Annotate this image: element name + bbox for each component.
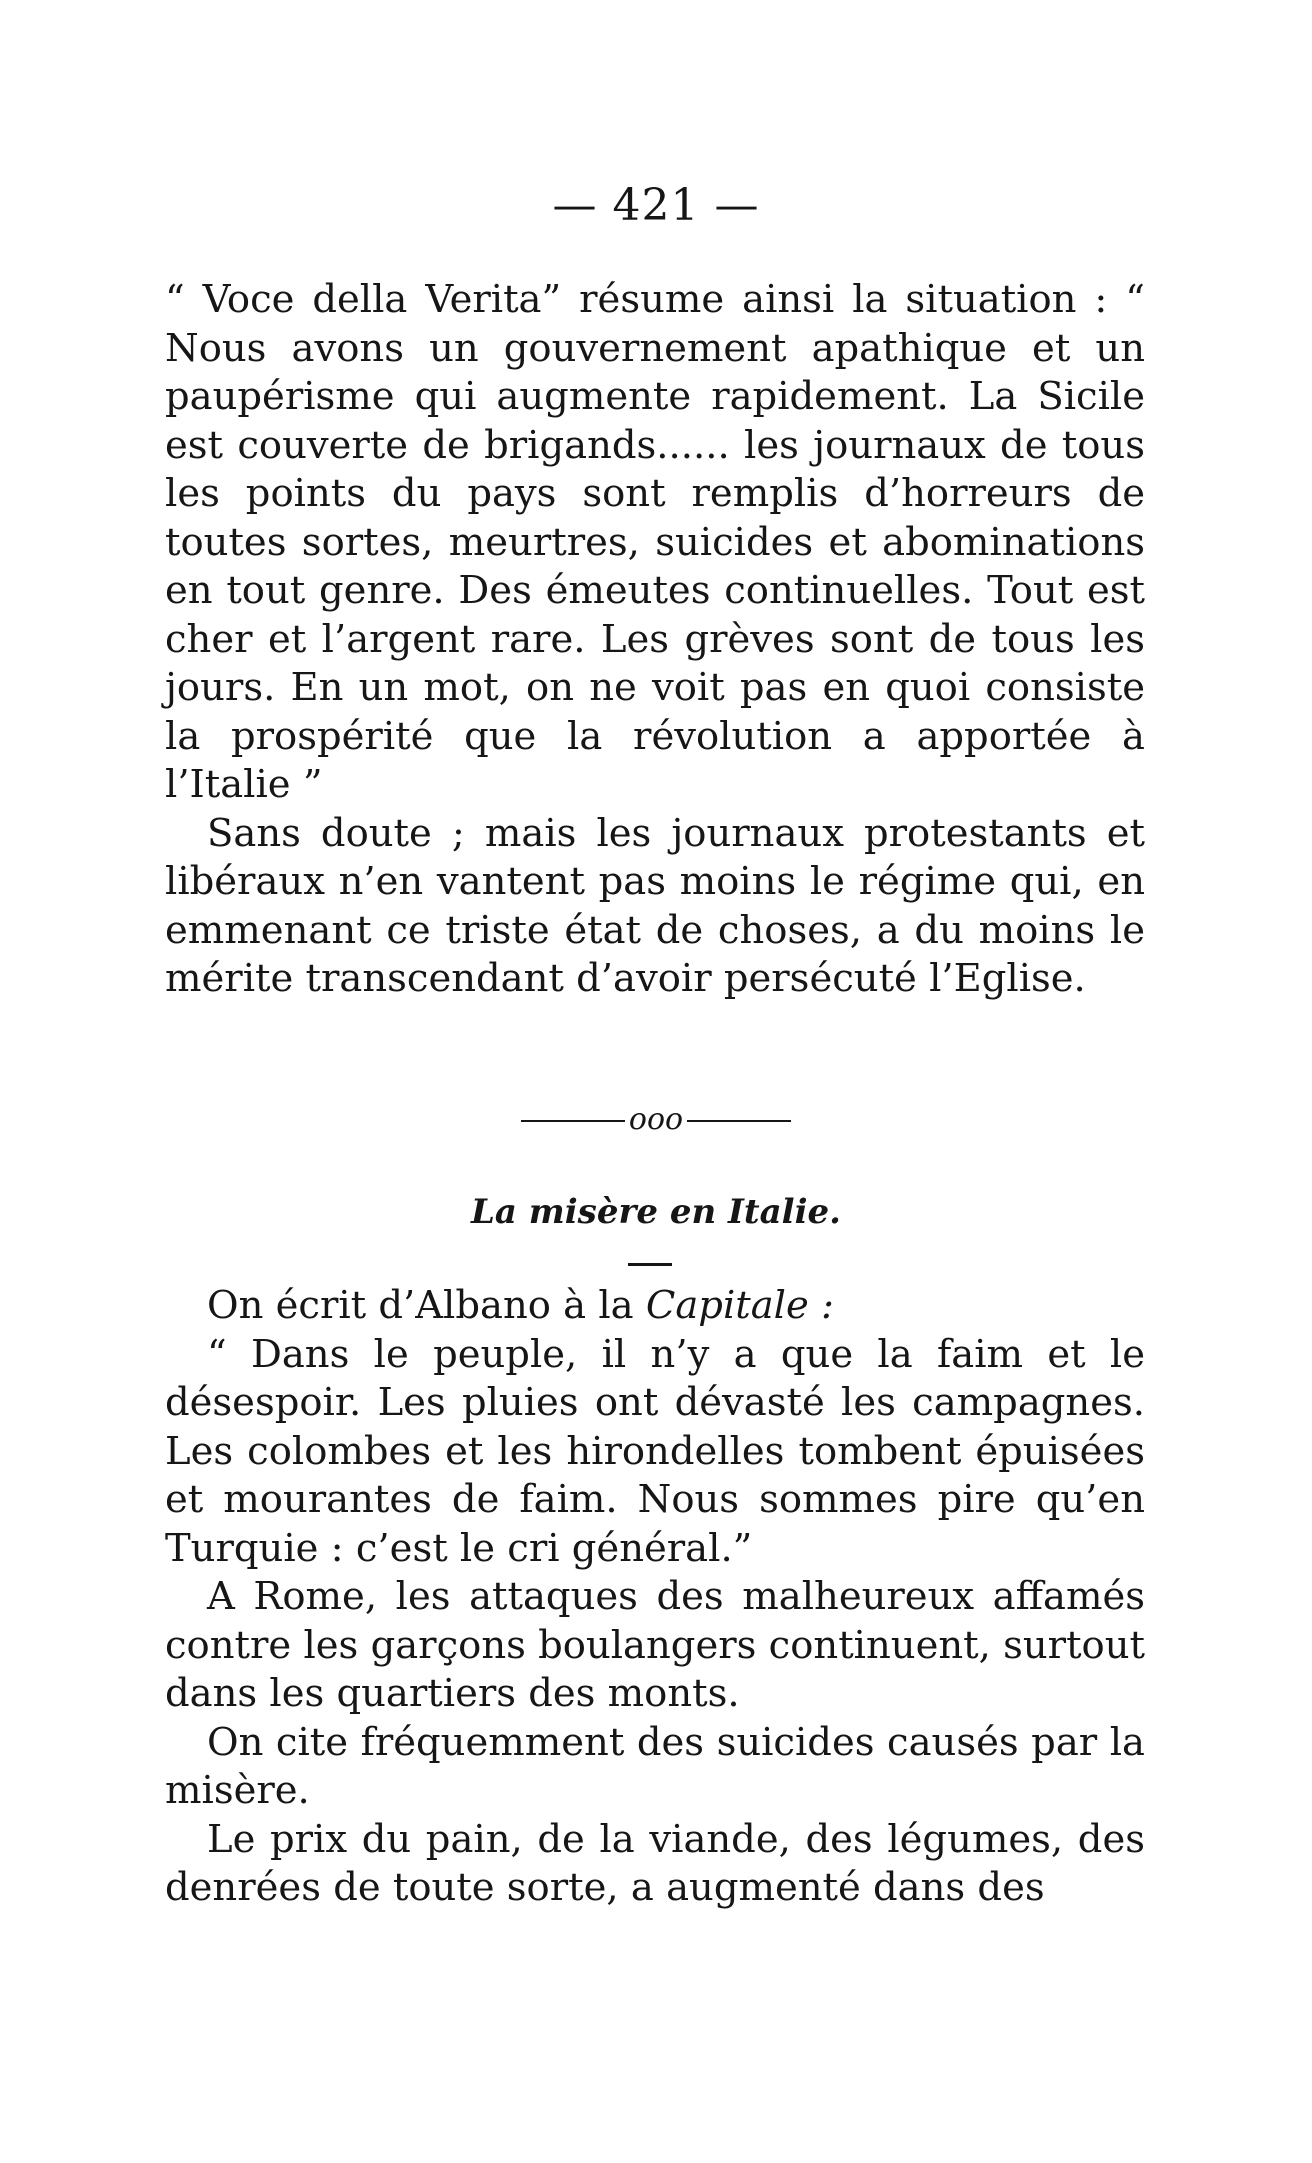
paragraph-rome: A Rome, les attaques des malheureux affamés contre les garçons boulangers continuent, surtout dans les quartiers des monts. (165, 1574, 1145, 1716)
intro-prefix: On écrit d’Albano à la (207, 1283, 646, 1328)
separator-rule-right (687, 1120, 791, 1122)
paragraph-intro (165, 1282, 1145, 1331)
intro-source: Capitale : (645, 1283, 834, 1328)
bottom-text-block (165, 1282, 1145, 1913)
title-dash-divider (628, 1263, 672, 1266)
paragraph-albano-quote: “ Dans le peuple, il n’y a que la faim et le désespoir. Les pluies ont dévasté les campagnes. Les colombes et les hirondelles tombent épuisées et mourantes de faim. Nous sommes pire qu’en Turquie : c’est le cri général.” (165, 1331, 1145, 1571)
paragraph-prix: Le prix du pain, de la viande, des légumes, des denrées de toute sorte, a augmenté dans des (165, 1816, 1145, 1910)
section-separator (0, 1102, 1312, 1137)
section-title: La misère en Italie. (471, 1192, 841, 1232)
paragraph-sans-doute: Sans doute ; mais les journaux protestants et libéraux n’en vantent pas moins le régime qui, en emmenant ce triste état de choses, a du moins le mérite transcendant d’avoir persécuté l’Eglise. (165, 810, 1145, 1001)
paragraph-quote-voce: “ Voce della Verita” résume ainsi la situation : “ Nous avons un gouvernement apathique et un paupérisme qui augmente rapidement. La Sicile est couverte de brigands...... les journaux de tous les points du pays sont remplis d’horreurs de toutes sortes, meurtres, suicides et abominations en tout genre. Des émeutes continuelles. Tout est cher et l’argent rare. Les grèves sont de tous les jours. En un mot, on ne voit pas en quoi consiste la prospérité que la révolution a apportée à l’Italie ” (165, 277, 1145, 807)
top-text-block (165, 276, 1145, 1004)
paragraph-suicides: On cite fréquemment des suicides causés par la misère. (165, 1719, 1145, 1813)
separator-label: ooo (628, 1102, 684, 1137)
page-number: — 421 — (552, 180, 760, 231)
separator-rule-left (521, 1120, 625, 1122)
